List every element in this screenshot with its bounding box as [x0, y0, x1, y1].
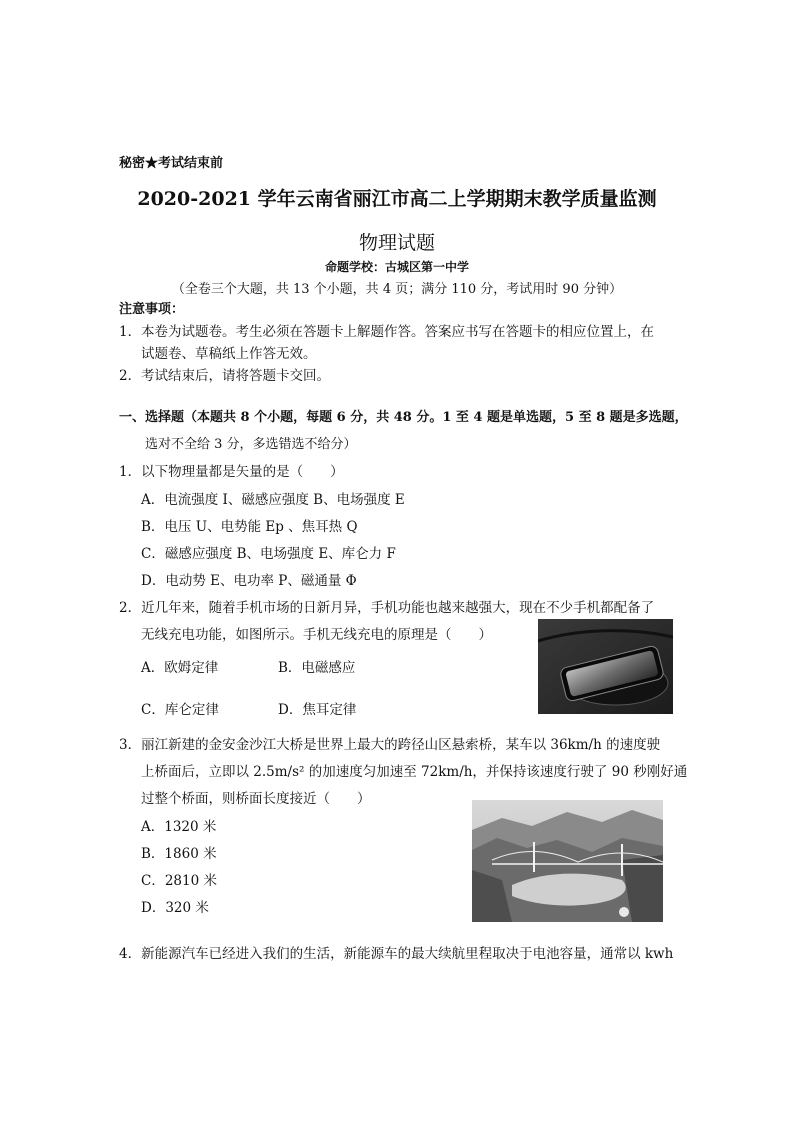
suspension-bridge-photo — [472, 800, 663, 922]
exam-info: （全卷三个大题，共 13 个小题，共 4 页；满分 110 分，考试用时 90 分钟） — [171, 282, 623, 297]
q2-stem-line2: 无线充电功能，如图所示。手机无线充电的原理是（ ） — [141, 627, 492, 643]
q3-option-a: A．1320 米 — [141, 819, 217, 835]
q1-stem: 1．以下物理量都是矢量的是（ ） — [119, 464, 344, 480]
phone-on-charger-picture — [538, 619, 673, 714]
bridge-landscape-picture — [472, 800, 663, 922]
q2-stem-line1: 2．近几年来，随着手机市场的日新月异，手机功能也越来越强大，现在不少手机都配备了 — [119, 600, 655, 616]
notes-heading: 注意事项： — [119, 302, 185, 317]
q1-option-c: C．磁感应强度 B、电场强度 E、库仑力 F — [141, 546, 396, 562]
note-2-line1: 考试结束后，请将答题卡交回。 — [141, 368, 330, 384]
q2-option-b: B．电磁感应 — [278, 660, 356, 676]
setter-school: 命题学校：古城区第一中学 — [324, 260, 469, 274]
q2-option-d: D．焦耳定律 — [278, 702, 357, 718]
exam-subject: 物理试题 — [358, 232, 435, 254]
q3-option-d: D．320 米 — [141, 900, 209, 916]
note-2-num: 2． — [119, 368, 142, 384]
q3-stem-line1: 3．丽江新建的金安金沙江大桥是世界上最大的跨径山区悬索桥，某车以 36km/h 的速度驶 — [119, 737, 661, 753]
wireless-charging-phone-image — [538, 619, 673, 714]
q1-option-d: D．电动势 E、电功率 P、磁通量 Φ — [141, 573, 357, 589]
q3-stem-line2: 上桥面后，立即以 2.5m/s² 的加速度匀加速至 72km/h，并保持该速度行驶了 90 秒刚好通 — [141, 764, 688, 780]
q2-option-a: A．欧姆定律 — [141, 660, 219, 676]
note-1-line2: 试题卷、草稿纸上作答无效。 — [141, 346, 317, 362]
note-1-num: 1． — [119, 324, 142, 340]
q1-option-a: A．电流强度 I、磁感应强度 B、电场强度 E — [141, 492, 405, 508]
q2-option-c: C．库仑定律 — [141, 702, 219, 718]
note-1-line1: 本卷为试题卷。考生必须在答题卡上解题作答。答案应书写在答题卡的相应位置上，在 — [141, 324, 654, 340]
exam-title: 2020-2021 学年云南省丽江市高二上学期期末教学质量监测 — [137, 188, 657, 210]
section-1-note: 选对不全给 3 分，多选错选不给分） — [145, 437, 357, 452]
q1-option-b: B．电压 U、电势能 Ep 、焦耳热 Q — [141, 519, 358, 535]
confidential-mark: 秘密★考试结束前 — [119, 156, 224, 171]
q3-option-c: C．2810 米 — [141, 873, 217, 889]
q3-option-b: B．1860 米 — [141, 846, 217, 862]
section-1-heading: 一、选择题（本题共 8 个小题，每题 6 分，共 48 分。1 至 4 题是单选题，5 至 8 题是多选题， — [119, 410, 688, 425]
q3-stem-line3: 过整个桥面，则桥面长度接近（ ） — [141, 791, 371, 807]
q4-stem-line1: 4．新能源汽车已经进入我们的生活，新能源车的最大续航里程取决于电池容量，通常以 kwh — [119, 946, 674, 962]
